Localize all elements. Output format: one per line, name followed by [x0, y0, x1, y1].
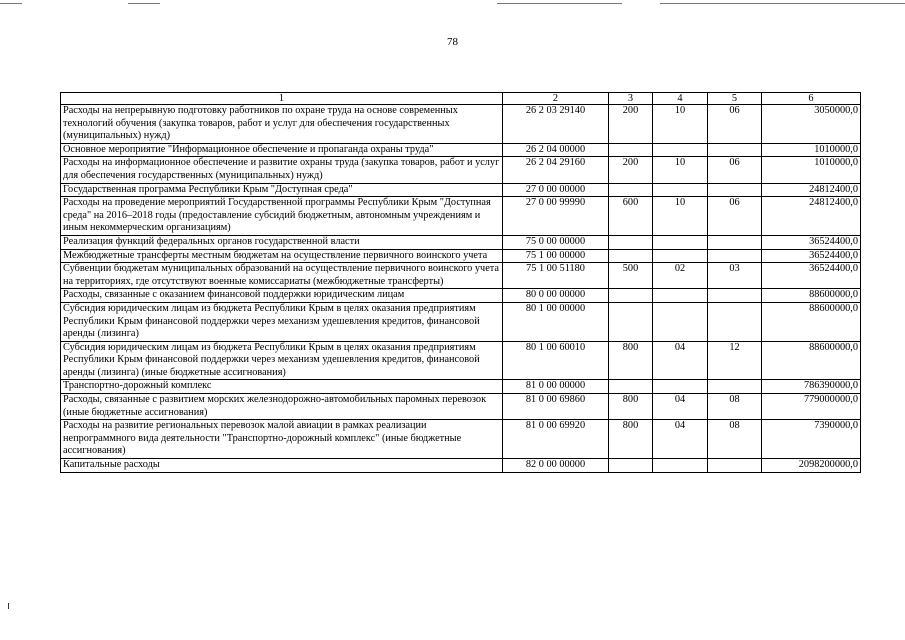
amount: 36524400,0 — [762, 249, 861, 263]
amount: 786390000,0 — [762, 380, 861, 394]
header-cell: 6 — [762, 93, 861, 105]
header-cell: 4 — [653, 93, 708, 105]
subsection — [708, 302, 762, 341]
amount: 36524400,0 — [762, 235, 861, 249]
table-row — [61, 420, 861, 459]
top-rule — [497, 3, 622, 4]
table-row — [61, 249, 861, 263]
target-code: 81 0 00 00000 — [503, 380, 609, 394]
table-row — [61, 289, 861, 303]
top-rule — [128, 3, 160, 4]
expense-name: Межбюджетные трансферты местным бюджетам на осуществление первичного воинского учета — [61, 249, 503, 263]
expense-type — [609, 380, 653, 394]
expense-name: Расходы на проведение мероприятий Государственной программы Республики Крым "Доступная среда" на 2016–2018 годы (предоставление субсидий бюджетным, автономным учреждениям и иным некоммерческим организациям) — [61, 197, 503, 236]
section — [653, 249, 708, 263]
subsection: 03 — [708, 263, 762, 289]
expense-name: Капитальные расходы — [61, 459, 503, 473]
target-code: 26 2 04 00000 — [503, 143, 609, 157]
table-row — [61, 143, 861, 157]
subsection — [708, 183, 762, 197]
target-code: 80 1 00 60010 — [503, 341, 609, 380]
target-code: 82 0 00 00000 — [503, 459, 609, 473]
expense-name: Расходы на информационное обеспечение и развитие охраны труда (закупка товаров, работ и услуг для обеспечения государственных (муниципальных) нужд) — [61, 157, 503, 183]
subsection — [708, 380, 762, 394]
target-code: 27 0 00 00000 — [503, 183, 609, 197]
section — [653, 459, 708, 473]
expense-type — [609, 459, 653, 473]
expense-type: 800 — [609, 394, 653, 420]
subsection: 06 — [708, 197, 762, 236]
expense-name: Реализация функций федеральных органов государственной власти — [61, 235, 503, 249]
subsection: 06 — [708, 157, 762, 183]
header-cell: 1 — [61, 93, 503, 105]
target-code: 27 0 00 99990 — [503, 197, 609, 236]
header-cell: 3 — [609, 93, 653, 105]
amount: 1010000,0 — [762, 143, 861, 157]
expense-type — [609, 183, 653, 197]
table-row — [61, 235, 861, 249]
expense-type — [609, 143, 653, 157]
subsection — [708, 249, 762, 263]
subsection — [708, 143, 762, 157]
top-rule — [660, 3, 905, 4]
section: 10 — [653, 197, 708, 236]
expense-name: Транспортно-дорожный комплекс — [61, 380, 503, 394]
table-row — [61, 197, 861, 236]
amount: 88600000,0 — [762, 341, 861, 380]
section: 04 — [653, 394, 708, 420]
amount: 3050000,0 — [762, 105, 861, 144]
expense-type — [609, 249, 653, 263]
table-row — [61, 302, 861, 341]
expense-type — [609, 302, 653, 341]
section: 10 — [653, 157, 708, 183]
amount: 2098200000,0 — [762, 459, 861, 473]
target-code: 81 0 00 69920 — [503, 420, 609, 459]
expense-name: Расходы, связанные с развитием морских железнодорожно-автомобильных паромных перевозок (иные бюджетные ассигнования) — [61, 394, 503, 420]
amount: 24812400,0 — [762, 183, 861, 197]
amount: 1010000,0 — [762, 157, 861, 183]
subsection — [708, 235, 762, 249]
page-number: 78 — [447, 36, 458, 48]
budget-table — [60, 92, 861, 473]
section — [653, 380, 708, 394]
section — [653, 302, 708, 341]
section: 04 — [653, 341, 708, 380]
header-cell: 2 — [503, 93, 609, 105]
top-rule — [0, 3, 22, 4]
expense-name: Расходы на непрерывную подготовку работников по охране труда на основе современных технологий обучения (закупка товаров, работ и услуг для обеспечения государственных (муниципальных) нужд) — [61, 105, 503, 144]
section: 02 — [653, 263, 708, 289]
expense-name: Субвенции бюджетам муниципальных образований на осуществление первичного воинского учета на территориях, где отсутствуют военные комиссариаты (межбюджетные трансферты) — [61, 263, 503, 289]
expense-type: 500 — [609, 263, 653, 289]
target-code: 80 0 00 00000 — [503, 289, 609, 303]
subsection — [708, 289, 762, 303]
amount: 36524400,0 — [762, 263, 861, 289]
expense-type: 200 — [609, 157, 653, 183]
amount: 24812400,0 — [762, 197, 861, 236]
amount: 7390000,0 — [762, 420, 861, 459]
expense-type: 800 — [609, 341, 653, 380]
expense-name: Расходы на развитие региональных перевозок малой авиации в рамках реализации непрограммного вида деятельности "Транспортно-дорожный комплекс" (иные бюджетные ассигнования) — [61, 420, 503, 459]
expense-type: 600 — [609, 197, 653, 236]
subsection — [708, 459, 762, 473]
expense-type: 200 — [609, 105, 653, 144]
target-code: 26 2 04 29160 — [503, 157, 609, 183]
header-row — [61, 93, 861, 105]
section — [653, 289, 708, 303]
table-row — [61, 105, 861, 144]
amount: 779000000,0 — [762, 394, 861, 420]
expense-name: Государственная программа Республики Крым "Доступная среда" — [61, 183, 503, 197]
section: 04 — [653, 420, 708, 459]
section — [653, 143, 708, 157]
table-row — [61, 380, 861, 394]
expense-type — [609, 235, 653, 249]
table-row — [61, 341, 861, 380]
subsection: 08 — [708, 394, 762, 420]
expense-name: Субсидия юридическим лицам из бюджета Республики Крым в целях оказания предприятиям Республики Крым финансовой поддержки через механизм удешевления кредитов, финансовой аренды (лизинга) (иные бюджетные ассигнования) — [61, 341, 503, 380]
expense-name: Субсидия юридическим лицам из бюджета Республики Крым в целях оказания предприятиям Республики Крым финансовой поддержки через механизм удешевления кредитов, финансовой аренды (лизинга) — [61, 302, 503, 341]
section — [653, 183, 708, 197]
table-row — [61, 459, 861, 473]
table-row — [61, 157, 861, 183]
target-code: 26 2 03 29140 — [503, 105, 609, 144]
target-code: 81 0 00 69860 — [503, 394, 609, 420]
header-cell: 5 — [708, 93, 762, 105]
expense-name: Расходы, связанные с оказанием финансовой поддержки юридическим лицам — [61, 289, 503, 303]
expense-type: 800 — [609, 420, 653, 459]
section: 10 — [653, 105, 708, 144]
expense-name: Основное мероприятие "Информационное обеспечение и пропаганда охраны труда" — [61, 143, 503, 157]
subsection: 12 — [708, 341, 762, 380]
target-code: 75 1 00 51180 — [503, 263, 609, 289]
subsection: 08 — [708, 420, 762, 459]
target-code: 75 0 00 00000 — [503, 235, 609, 249]
expense-type — [609, 289, 653, 303]
amount: 88600000,0 — [762, 302, 861, 341]
table-row — [61, 394, 861, 420]
section — [653, 235, 708, 249]
margin-mark — [8, 603, 9, 609]
table-row — [61, 183, 861, 197]
amount: 88600000,0 — [762, 289, 861, 303]
target-code: 80 1 00 00000 — [503, 302, 609, 341]
table-row — [61, 263, 861, 289]
target-code: 75 1 00 00000 — [503, 249, 609, 263]
subsection: 06 — [708, 105, 762, 144]
